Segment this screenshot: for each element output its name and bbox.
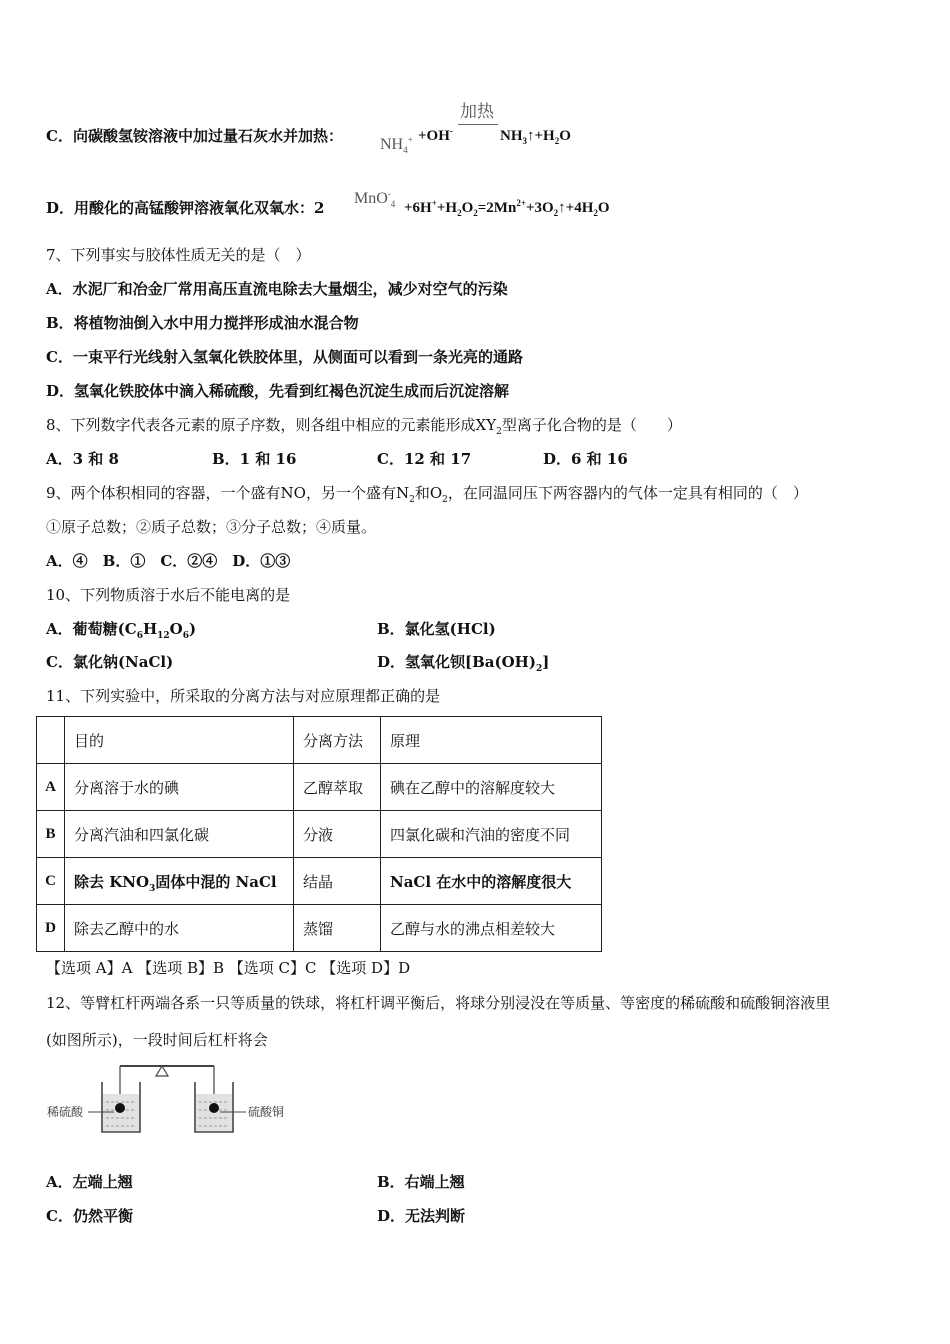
principle-cell: 乙醇与水的沸点相差较大: [381, 905, 602, 952]
purpose-cell: 分离汽油和四氯化碳: [65, 811, 294, 858]
q8-option-a: A．3 和 8: [46, 450, 119, 468]
purpose-cell: 除去乙醇中的水: [65, 905, 294, 952]
q10-option-a: A．葡萄糖$(C_6H_{12}O_6)$: [46, 620, 197, 641]
separation-table: [36, 716, 602, 952]
q12-option-c: C．仍然平衡: [46, 1207, 133, 1225]
figure-label-dilute-sulfuric-acid: 稀硫酸: [47, 1105, 84, 1119]
q8-option-c: C．12 和 17: [377, 450, 472, 468]
q6-option-d: D．用酸化的高锰酸钾溶液氧化双氧水：2: [46, 199, 325, 217]
q9-stem: 9、两个体积相同的容器，一个盛有NO，另一个盛有$N_2$和$O_2$，在同温同压下两容器内的气体一定具有相同的（ ）: [46, 484, 808, 505]
q12-option-a: A．左端上翘: [46, 1173, 133, 1191]
method-cell: 分液: [294, 811, 381, 858]
q8-option-b: B．1 和 16: [212, 450, 297, 468]
principle-cell: 四氯化碳和汽油的密度不同: [381, 811, 602, 858]
q8-stem: 8、下列数字代表各元素的原子序数，则各组中相应的元素能形成$XY_2$型离子化合物的是（ ）: [46, 416, 682, 437]
oh-ion: +OH-: [418, 126, 453, 144]
row-key: B: [37, 811, 65, 858]
row-key: C: [37, 858, 65, 905]
lever-beaker-figure: [44, 1058, 294, 1138]
row-key: A: [37, 764, 65, 811]
q7-option-c: C．一束平行光线射入氢氧化铁胶体里，从侧面可以看到一条光亮的通路: [46, 348, 523, 366]
table-header-cell: 分离方法: [294, 717, 381, 764]
mno4-ion: MnO-$_4$: [354, 188, 396, 210]
right-iron-ball: [209, 1103, 219, 1113]
method-cell: 蒸馏: [294, 905, 381, 952]
q7-option-b: B．将植物油倒入水中用力搅拌形成油水混合物: [46, 314, 359, 332]
table-header-cell: [37, 717, 65, 764]
q6-option-c: C．向碳酸氢铵溶液中加过量石灰水并加热：: [46, 127, 343, 145]
q12-stem-line2: (如图所示)，一段时间后杠杆将会: [46, 1031, 268, 1049]
table-row: [37, 905, 602, 952]
table-header-cell: 目的: [65, 717, 294, 764]
q10-stem: 10、下列物质溶于水后不能电离的是: [46, 586, 291, 604]
table-header-cell: 原理: [381, 717, 602, 764]
purpose-cell: 除去 $KNO_3$固体中混的 NaCl: [65, 858, 294, 905]
heat-condition: 加热: [460, 102, 494, 121]
table-header-row: [37, 717, 602, 764]
purpose-cell: 分离溶于水的碘: [65, 764, 294, 811]
principle-cell: 碘在乙醇中的溶解度较大: [381, 764, 602, 811]
q10-option-d: D．氢氧化钡$[Ba(OH)_2]$: [377, 653, 550, 674]
principle-cell: NaCl 在水中的溶解度很大: [381, 858, 602, 905]
q6-d-equation: $+6H^++H_2O_2=2Mn^{2+}+3O_2↑+4H_2O$: [404, 198, 610, 218]
q11-stem: 11、下列实验中，所采取的分离方法与对应原理都正确的是: [46, 687, 441, 705]
q11-answer-options: 【选项 A】A 【选项 B】B 【选项 C】C 【选项 D】D: [46, 959, 411, 977]
reaction-arrow-line: [458, 124, 498, 125]
q7-option-d: D．氢氧化铁胶体中滴入稀硫酸，先看到红褐色沉淀生成而后沉淀溶解: [46, 382, 510, 400]
figure-label-copper-sulfate: 硫酸铜: [248, 1105, 285, 1119]
fulcrum: [156, 1066, 168, 1076]
method-cell: 结晶: [294, 858, 381, 905]
q6-c-products: $NH_3↑+H_2O$: [500, 128, 571, 146]
q9-options: A．④ B．① C．②④ D．①③: [46, 552, 291, 570]
nh4-ion: $NH_4^+$: [380, 134, 413, 156]
q12-option-d: D．无法判断: [377, 1207, 466, 1225]
q12-stem-line1: 12、等臂杠杆两端各系一只等质量的铁球，将杠杆调平衡后，将球分别浸没在等质量、等密度的稀硫酸和硫酸铜溶液里: [46, 994, 831, 1012]
method-cell: 乙醇萃取: [294, 764, 381, 811]
row-key: D: [37, 905, 65, 952]
q8-option-d: D．6 和 16: [543, 450, 628, 468]
q7-stem: 7、下列事实与胶体性质无关的是（ ）: [46, 246, 311, 264]
q12-option-b: B．右端上翘: [377, 1173, 465, 1191]
q10-option-b: B．氯化氢(HCl): [377, 620, 496, 638]
q9-items: ①原子总数；②质子总数；③分子总数；④质量。: [46, 518, 377, 536]
q7-option-a: A．水泥厂和冶金厂常用高压直流电除去大量烟尘，减少对空气的污染: [46, 280, 508, 298]
table-row: [37, 858, 602, 905]
table-row: [37, 811, 602, 858]
table-row: [37, 764, 602, 811]
q10-option-c: C．氯化钠(NaCl): [46, 653, 174, 671]
left-iron-ball: [115, 1103, 125, 1113]
